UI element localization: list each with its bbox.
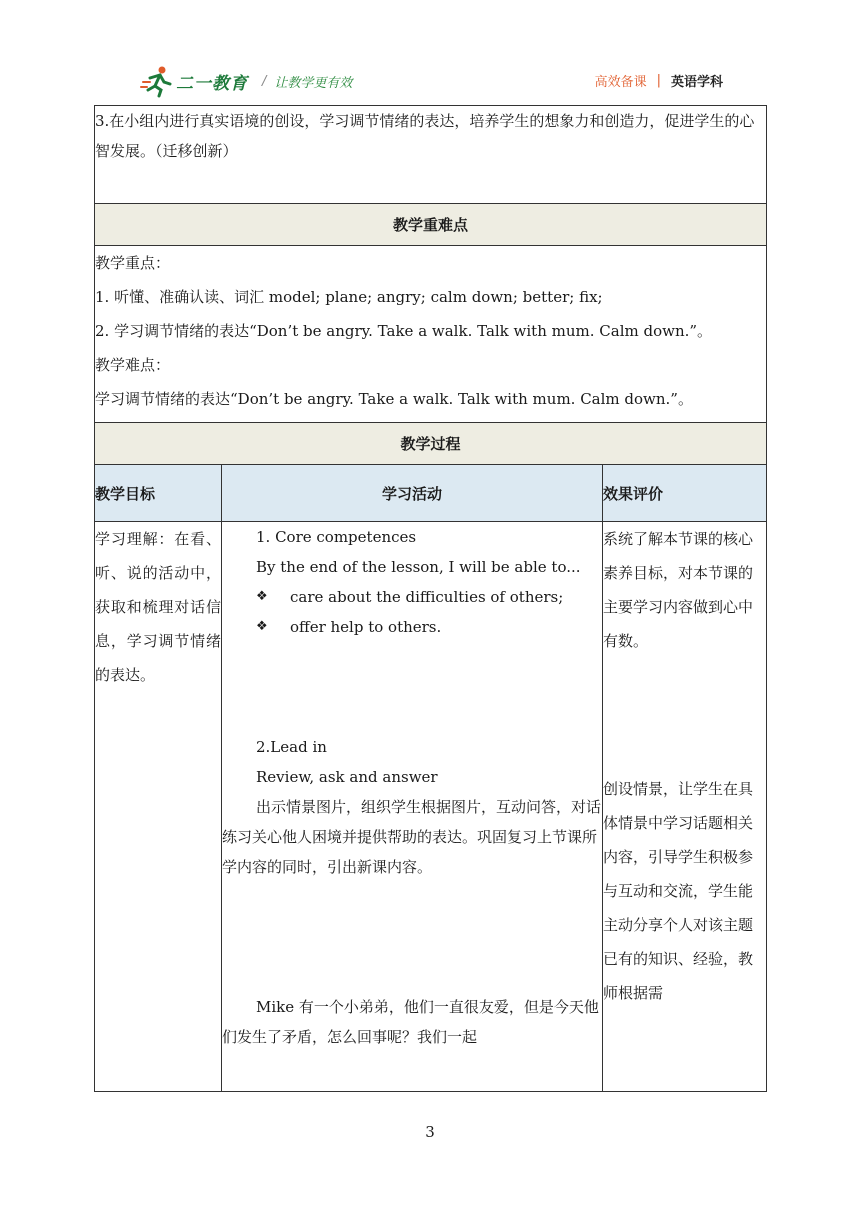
logo bbox=[140, 64, 352, 98]
page-header bbox=[0, 0, 860, 100]
goal-cell bbox=[95, 522, 222, 1092]
lesson-plan-table bbox=[94, 105, 767, 1092]
section-core-line: By the end of the lesson, I will be able to... bbox=[256, 558, 581, 576]
key-points-cell bbox=[95, 246, 767, 423]
column-header-activity: 学习活动 bbox=[222, 465, 603, 522]
spacer bbox=[603, 658, 766, 772]
header-divider: | bbox=[656, 73, 661, 88]
difficulty-item-1: 学习调节情绪的表达“Don’t be angry. Take a walk. Talk with mum. Calm down.”。 bbox=[95, 390, 693, 408]
page-number: 3 bbox=[425, 1123, 435, 1141]
goal-text: 学习理解：在看、听、说的活动中，获取和梳理对话信息，学习调节情绪的表达。 bbox=[95, 530, 221, 684]
section-leadin-line: Review, ask and answer bbox=[256, 768, 438, 786]
spacer bbox=[222, 882, 602, 992]
slogan: 让教学更有效 bbox=[274, 75, 353, 91]
diamond-bullet-icon: ❖ bbox=[256, 619, 268, 634]
objective-cell bbox=[95, 106, 767, 204]
activity-cell bbox=[222, 522, 603, 1092]
difficulty-label: 教学难点： bbox=[95, 356, 171, 374]
diamond-bullet-icon: ❖ bbox=[256, 589, 268, 604]
section-story-paragraph: Mike 有一个小弟弟，他们一直很友爱，但是今天他们发生了矛盾，怎么回事呢？我们一起 bbox=[222, 998, 599, 1046]
logo-text: 二一教育 bbox=[176, 73, 248, 94]
process-heading: 教学过程 bbox=[95, 423, 767, 465]
list-item bbox=[222, 582, 602, 612]
focus-label: 教学重点： bbox=[95, 254, 171, 272]
evaluation-text-1: 系统了解本节课的核心素养目标，对本节课的主要学习内容做到心中有数。 bbox=[603, 530, 754, 650]
running-figure-icon bbox=[140, 64, 174, 98]
spacer bbox=[222, 642, 602, 732]
slogan-separator: / bbox=[262, 73, 267, 89]
header-label-subject: 英语学科 bbox=[670, 75, 723, 90]
column-header-goal: 教学目标 bbox=[95, 465, 222, 522]
key-points-heading: 教学重难点 bbox=[95, 204, 767, 246]
header-subject bbox=[595, 71, 723, 90]
focus-item-1: 1. 听懂、准确认读、词汇 model; plane; angry; calm down; better; fix; bbox=[95, 288, 603, 306]
column-header-evaluation: 效果评价 bbox=[603, 465, 767, 522]
header-label-prep: 高效备课 bbox=[594, 75, 647, 90]
section-core-title: 1. Core competences bbox=[256, 528, 417, 546]
focus-item-2: 2. 学习调节情绪的表达“Don’t be angry. Take a walk. Talk with mum. Calm down.”。 bbox=[95, 322, 713, 340]
list-item bbox=[222, 612, 602, 642]
evaluation-cell bbox=[603, 522, 767, 1092]
section-leadin-paragraph: 出示情景图片，组织学生根据图片，互动问答，对话练习关心他人困境并提供帮助的表达。巩固复习上节课所学内容的同时，引出新课内容。 bbox=[222, 798, 602, 876]
bullet-text: care about the difficulties of others; bbox=[290, 588, 564, 606]
bullet-text: offer help to others. bbox=[290, 618, 442, 636]
objective-item: 3.在小组内进行真实语境的创设，学习调节情绪的表达，培养学生的想象力和创造力，促进学生的心智发展。（迁移创新） bbox=[95, 112, 755, 160]
evaluation-text-2: 创设情景，让学生在具体情景中学习话题相关内容，引导学生积极参与互动和交流，学生能主动分享个人对该主题已有的知识、经验，教师根据需 bbox=[603, 780, 754, 1002]
section-leadin-title: 2.Lead in bbox=[256, 738, 327, 756]
